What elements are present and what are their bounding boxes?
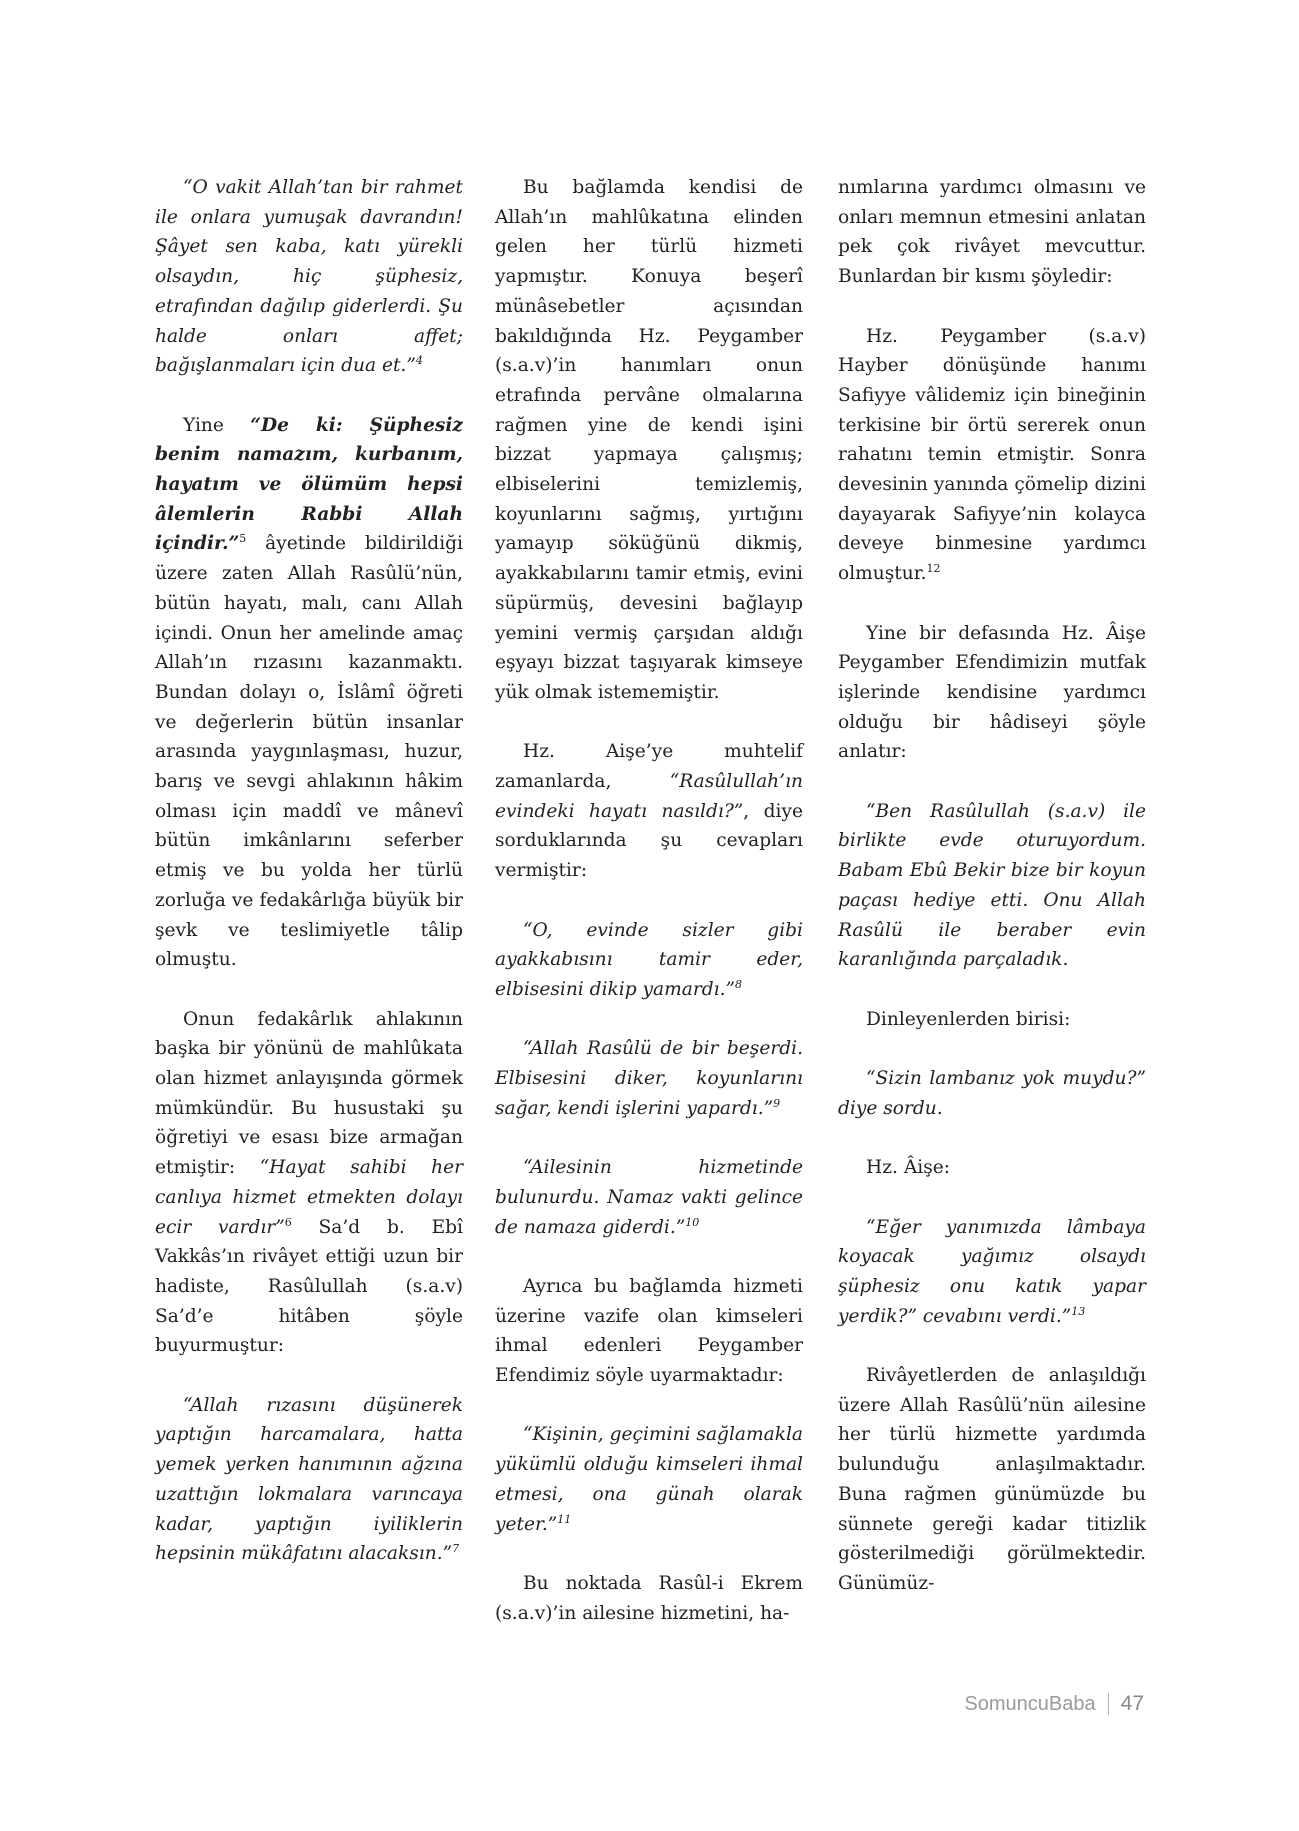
quote-paragraph: “Allah rızasını düşünerek yaptığın harcamalara, hatta yemek yerken hanımının ağzına uzattığın lokmalara varıncaya kadar, yaptığın iyiliklerin hepsinin mükâfatını alacaksın.”$^7$ <box>155 1394 463 1565</box>
body-paragraph: Bu noktada Rasûl-i Ekrem (s.a.v)’in ailesine hizmetini, ha- <box>495 1572 803 1624</box>
quote-paragraph: “Allah Rasûlü de bir beşerdi. Elbisesini diker, koyunlarını sağar, kendi işlerini yapardı.”$^9$ <box>495 1038 803 1119</box>
body-paragraph: Ayrıca bu bağlamda hizmeti üzerine vazife olan kimseleri ihmal edenleri Peygamber Efendimiz söyle uyarmaktadır: <box>495 1275 803 1387</box>
footer-divider <box>1108 1693 1109 1715</box>
page-footer <box>964 1692 1144 1716</box>
text-column-3 <box>838 173 1146 1599</box>
footnote-ref: 6 <box>284 1215 292 1229</box>
quote-paragraph: “Sizin lambanız yok muydu?” diye sordu. <box>838 1068 1146 1119</box>
footnote-ref: 9 <box>773 1096 781 1110</box>
body-paragraph: Onun fedakârlık ahlakının başka bir yönünü de mahlûkata olan hizmet anlayışında görmek mümkündür. Bu husustaki şu öğretiyi ve esası bize armağan etmiştir: “Hayat sahibi her canlıya hizmet etmekten dolayı ecir vardır”$^6$ Sa’d b. Ebî Vakkâs’ın rivâyet ettiği uzun bir hadiste, Rasûlullah (s.a.v) Sa’d’e hitâben şöyle buyurmuştur: <box>155 1008 463 1357</box>
body-paragraph: Dinleyenlerden birisi: <box>866 1008 1071 1030</box>
footnote-ref: 4 <box>415 354 423 368</box>
body-paragraph: Yine “De ki: Şüphesiz benim namazım, kurbanım, hayatım ve ölümüm hepsi âlemlerin Rabbi Allah içindir.”$^5$ âyetinde bildirildiği üzere zaten Allah Rasûlü’nün, bütün hayatı, malı, canı Allah içindi. Onun her amelinde amaç Allah’ın rızasını kazanmaktı. Bundan dolayı o, İslâmî öğreti ve değerlerin bütün insanlar arasında yaygınlaşması, huzur, barış ve sevgi ahlakının hâkim olması için maddî ve mânevî bütün imkânlarını seferber etmiş ve bu yolda her türlü zorluğa ve fedakârlığa büyük bir şevk ve teslimiyetle tâlip olmuştu. <box>155 414 463 971</box>
quote-paragraph: “Eğer yanımızda lâmbaya koyacak yağımız olsaydı şüphesiz onu katık yapar yerdik?” cevabını verdi.”$^{13}$ <box>838 1216 1146 1327</box>
footnote-ref: 10 <box>685 1215 700 1229</box>
footnote-ref: 13 <box>1071 1304 1086 1318</box>
footnote-ref: 5 <box>239 532 247 546</box>
body-paragraph: Rivâyetlerden de anlaşıldığı üzere Allah Rasûlü’nün ailesine her türlü hizmette yardımda bulunduğu anlaşılmaktadır. Buna rağmen günümüzde bu sünnete gereği kadar titizlik gösterilmediği görülmektedir. Günümüz- <box>838 1365 1146 1594</box>
footnote-ref: 7 <box>452 1542 460 1556</box>
body-paragraph: Yine bir defasında Hz. Âişe Peygamber Efendimizin mutfak işlerinde kendisine yardımcı olduğu bir hâdiseyi şöyle anlatır: <box>838 622 1146 763</box>
footnote-ref: 8 <box>735 977 743 991</box>
quote-paragraph: “O, evinde sizler gibi ayakkabısını tamir eder, elbisesini dikip yamardı.”$^8$ <box>495 919 803 1000</box>
body-paragraph: Hz. Peygamber (s.a.v) Hayber dönüşünde hanımı Safiyye vâlidemiz için bineğinin terkisine bir örtü sererek onun rahatını temin etmiştir. Sonra devesinin yanında çömelip dizini dayayarak Safiyye’nin kolayca deveye binmesine yardımcı olmuştur.$^{12}$ <box>838 325 1146 585</box>
magazine-brand: SomuncuBaba <box>964 1692 1096 1715</box>
body-paragraph: Hz. Aişe’ye muhtelif zamanlarda, “Rasûlullah’ın evindeki hayatı nasıldı?”, diye sorduklarında şu cevapları vermiştir: <box>495 741 803 882</box>
quote-paragraph: “Ailesinin hizmetinde bulunurdu. Namaz vakti gelince de namaza giderdi.”$^{10}$ <box>495 1157 803 1238</box>
quote-paragraph: “Ben Rasûlullah (s.a.v) ile birlikte evde oturuyordum. Babam Ebû Bekir bize bir koyun paçası hediye etti. Onu Allah Rasûlü ile beraber evin karanlığında parçaladık. <box>838 800 1146 971</box>
text-column-1 <box>155 173 463 1569</box>
footnote-ref: 11 <box>557 1512 572 1526</box>
body-paragraph: Hz. Âişe: <box>866 1157 951 1179</box>
text-column-2 <box>495 173 803 1628</box>
body-paragraph: Bu bağlamda kendisi de Allah’ın mahlûkatına elinden gelen her türlü hizmeti yapmıştır. Konuya beşerî münâsebetler açısından bakıldığında Hz. Peygamber (s.a.v)’in hanımları onun etrafında pervâne olmalarına rağmen yine de kendi işini bizzat yapmaya çalışmış; elbiselerini temizlemiş, koyunlarını sağmış, yırtığını yamayıp söküğünü dikmiş, ayakkabılarını tamir etmiş, evini süpürmüş, devesini bağlayıp yemini vermiş çarşıdan aldığı eşyayı bizzat taşıyarak kimseye yük olmak istememiştir. <box>495 177 803 703</box>
footnote-ref: 12 <box>926 561 941 575</box>
quote-paragraph: “Kişinin, geçimini sağlamakla yükümlü olduğu kimseleri ihmal etmesi, ona günah olarak yeter.”$^{11}$ <box>495 1424 803 1535</box>
page-number: 47 <box>1120 1692 1144 1715</box>
body-paragraph-continued: nımlarına yardımcı olmasını ve onları memnun etmesini anlatan pek çok rivâyet mevcuttur. Bunlardan bir kısmı şöyledir: <box>838 177 1146 288</box>
quote-paragraph: “O vakit Allah’tan bir rahmet ile onlara yumuşak davrandın! Şâyet sen kaba, katı yürekli olsaydın, hiç şüphesiz, etrafından dağılıp giderlerdi. Şu halde onları affet; bağışlanmaları için dua et.”$^4$ <box>155 177 463 377</box>
